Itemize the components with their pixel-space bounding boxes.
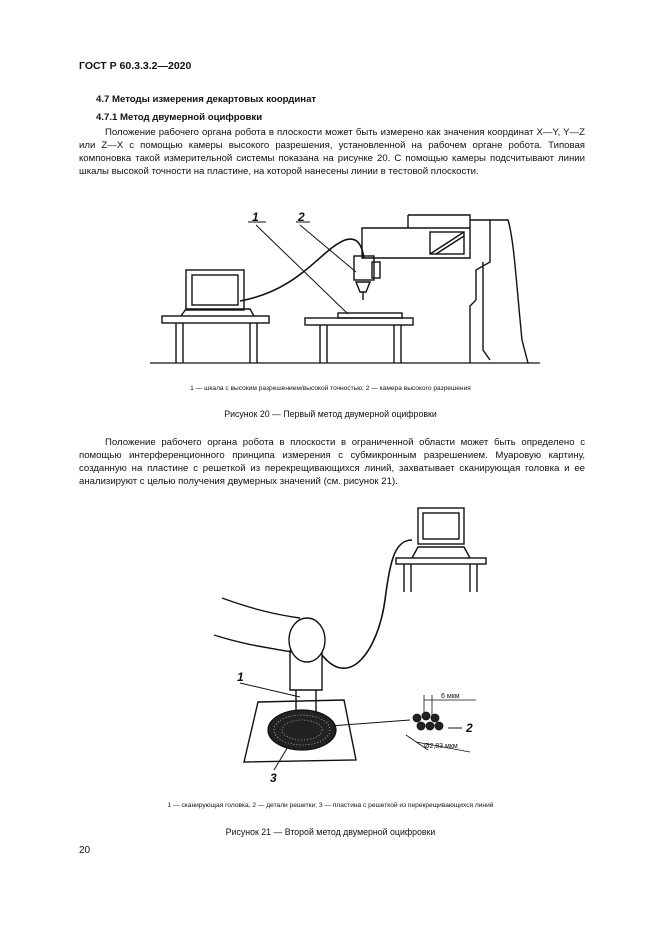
fig20-label-2: 2 bbox=[298, 210, 305, 224]
grid-detail bbox=[413, 712, 443, 730]
paragraph-2: Положение рабочего органа робота в плоскости в ограниченной области может быть определено с помощью интерференционного принципа измерения с субмикронным разрешением. Муаровую картину, созданную на пластине с решеткой из перекрещивающихся линий, захватывает сканирующая головка и ее анализируют с целью получения двумерных значений (см. рисунок 21). bbox=[79, 437, 585, 487]
subsection-heading: 4.7.1 Метод двумерной оцифровки bbox=[96, 112, 263, 123]
dim-diameter: Ø2,83 мкм bbox=[424, 743, 458, 750]
fig21-label-2: 2 bbox=[466, 721, 473, 735]
figure-20-caption: Рисунок 20 — Первый метод двумерной оцифровки bbox=[224, 409, 437, 419]
fig21-cable bbox=[322, 540, 412, 668]
robot-column bbox=[490, 220, 528, 363]
fig21-arm-upper bbox=[222, 598, 300, 618]
section-heading: 4.7 Методы измерения декартовых координат bbox=[96, 94, 317, 105]
fig21-label-3: 3 bbox=[270, 771, 277, 785]
fig21-label-1: 1 bbox=[237, 670, 244, 684]
page-number: 20 bbox=[79, 845, 91, 856]
figure-21-legend: 1 — сканирующая головка, 2 — детали решетки; 3 — пластина с решеткой из перекрещивающихся линий bbox=[167, 802, 494, 809]
monitor bbox=[186, 270, 244, 310]
fig21-table-top bbox=[396, 558, 486, 564]
dim-pitch: 6 мкм bbox=[441, 693, 460, 700]
work-table-top bbox=[305, 318, 413, 325]
fig21-elbow bbox=[289, 618, 325, 662]
document-header: ГОСТ Р 60.3.3.2—2020 bbox=[79, 60, 192, 72]
figure-20-legend: 1 — шкала с высоким разрешением/высокой точностью; 2 — камера высокого разрешения bbox=[190, 385, 471, 392]
figure-21-caption: Рисунок 21 — Второй метод двумерной оцифровки bbox=[225, 827, 436, 837]
grid-pattern bbox=[268, 710, 336, 750]
paragraph-1: Положение рабочего органа робота в плоскости может быть измерено как значения координат X—Y, Y—Z или Z—X с помощью камеры высокого разрешения, установленной на рабочем органе робота. Типовая компоновка такой измерительной системы показана на рисунке 20. С помощью камеры подсчитывают линии шкалы высокой точности на пластине, на которой нанесены линии в тестовой плоскости. bbox=[79, 127, 585, 177]
camera-body bbox=[354, 256, 374, 280]
fig20-label-1: 1 bbox=[252, 210, 259, 224]
computer-table-top bbox=[162, 316, 269, 323]
